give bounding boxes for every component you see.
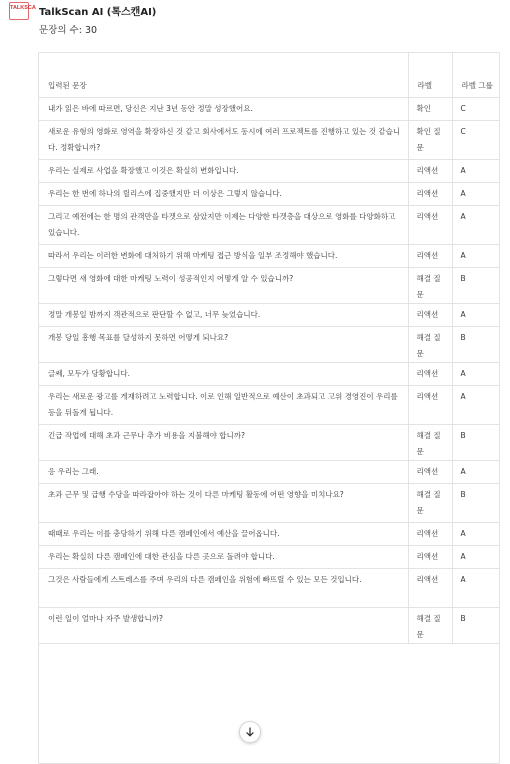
sentence-cell: 그렇다면 새 영화에 대한 마케팅 노력이 성공적인지 어떻게 알 수 있습니까?: [39, 268, 408, 304]
sentence-cell: 긴급 작업에 대해 초과 근무나 추가 비용을 지불해야 합니까?: [39, 425, 408, 461]
label-cell: 해결 질문: [408, 425, 452, 461]
sentence-count: [39, 22, 97, 36]
sentence-cell: 그리고 예전에는 한 명의 관객만을 타겟으로 삼았지만 이제는 다양한 타겟층을 대상으로 영화를 다양화하고 있습니다.: [39, 206, 408, 245]
group-cell: B: [452, 484, 499, 523]
label-cell: 리액션: [408, 245, 452, 268]
sentence-cell: 우리는 새로운 광고를 게재하려고 노력합니다. 이로 인해 일반적으로 예산이 초과되고 고위 경영진이 우리를 등을 뒤돌게 됩니다.: [39, 386, 408, 425]
group-cell: A: [452, 386, 499, 425]
label-cell: 해결 질문: [408, 608, 452, 644]
group-cell: A: [452, 183, 499, 206]
table-body: [39, 98, 499, 644]
sentence-cell: 때때로 우리는 이를 충당하기 위해 다른 캠페인에서 예산을 끌어옵니다.: [39, 523, 408, 546]
table-row: [39, 98, 499, 121]
table-row: [39, 304, 499, 327]
table-row: [39, 523, 499, 546]
app-title: TalkScan AI (톡스캔AI): [39, 7, 157, 18]
sentence-cell: 따라서 우리는 이러한 변화에 대처하기 위해 마케팅 접근 방식을 일부 조정해야 했습니다.: [39, 245, 408, 268]
table-row: [39, 268, 499, 304]
table-header-row: [39, 53, 499, 98]
label-cell: 리액션: [408, 523, 452, 546]
table-row: [39, 160, 499, 183]
group-cell: C: [452, 98, 499, 121]
group-cell: A: [452, 461, 499, 484]
table-row: [39, 245, 499, 268]
table-row: [39, 461, 499, 484]
table-row: [39, 484, 499, 523]
table-row: [39, 206, 499, 245]
label-cell: 리액션: [408, 546, 452, 569]
table-row: [39, 183, 499, 206]
column-header-sentence[interactable]: 입력된 문장: [39, 53, 408, 98]
column-header-group[interactable]: 라벨 그룹: [452, 53, 499, 98]
sentence-cell: 우리는 확실히 다른 캠페인에 대한 관심을 다른 곳으로 돌려야 합니다.: [39, 546, 408, 569]
app-header: [9, 0, 504, 44]
label-cell: 리액션: [408, 160, 452, 183]
column-header-label[interactable]: 라벨: [408, 53, 452, 98]
table-row: [39, 425, 499, 461]
label-cell: 확인: [408, 98, 452, 121]
sentence-cell: 이런 일이 얼마나 자주 발생합니까?: [39, 608, 408, 644]
sentence-table: [39, 53, 499, 644]
sentence-cell: 우리는 한 번에 하나의 릴리스에 집중했지만 더 이상은 그렇지 않습니다.: [39, 183, 408, 206]
group-cell: A: [452, 245, 499, 268]
label-cell: 리액션: [408, 386, 452, 425]
sentence-cell: 우리는 실제로 사업을 확장했고 이것은 확실히 변화입니다.: [39, 160, 408, 183]
group-cell: A: [452, 569, 499, 608]
sentence-cell: 내가 읽은 바에 따르면, 당신은 지난 3년 동안 정말 성장했어요.: [39, 98, 408, 121]
label-cell: 리액션: [408, 363, 452, 386]
group-cell: A: [452, 523, 499, 546]
label-cell: 리액션: [408, 569, 452, 608]
sentence-table-container[interactable]: [38, 52, 500, 764]
table-row: [39, 569, 499, 608]
sentence-count-label: 문장의 수: 30: [39, 25, 98, 36]
table-row: [39, 121, 499, 160]
table-row: [39, 608, 499, 644]
label-cell: 해결 질문: [408, 327, 452, 363]
label-cell: 확인 질문: [408, 121, 452, 160]
label-cell: 해결 질문: [408, 268, 452, 304]
group-cell: C: [452, 121, 499, 160]
group-cell: A: [452, 363, 499, 386]
group-cell: B: [452, 608, 499, 644]
group-cell: B: [452, 268, 499, 304]
label-cell: 해결 질문: [408, 484, 452, 523]
scroll-down-button[interactable]: [239, 721, 261, 743]
label-cell: 리액션: [408, 183, 452, 206]
label-cell: 리액션: [408, 304, 452, 327]
sentence-cell: 초과 근무 및 급행 수당을 따라잡아야 하는 것이 다른 마케팅 활동에 어떤 영향을 미치나요?: [39, 484, 408, 523]
table-row: [39, 386, 499, 425]
group-cell: B: [452, 327, 499, 363]
sentence-cell: 새로운 유형의 영화로 영역을 확장하신 것 같고 회사에서도 동시에 여러 프로젝트를 진행하고 있는 것 같습니다. 정확합니까?: [39, 121, 408, 160]
group-cell: A: [452, 160, 499, 183]
group-cell: B: [452, 425, 499, 461]
sentence-cell: 응 우리는 그래.: [39, 461, 408, 484]
group-cell: A: [452, 304, 499, 327]
sentence-cell: 개봉 당일 흥행 목표를 달성하지 못하면 어떻게 되나요?: [39, 327, 408, 363]
table-row: [39, 546, 499, 569]
table-row: [39, 327, 499, 363]
label-cell: 리액션: [408, 206, 452, 245]
sentence-cell: 정말 개봉일 밤까지 객관적으로 판단할 수 없고, 너무 늦었습니다.: [39, 304, 408, 327]
table-row: [39, 363, 499, 386]
arrow-down-icon: [245, 727, 255, 737]
group-cell: A: [452, 206, 499, 245]
group-cell: A: [452, 546, 499, 569]
sentence-cell: 글쎄, 모두가 당황합니다.: [39, 363, 408, 386]
talkscan-logo: TALKSCA: [9, 2, 29, 20]
sentence-cell: 그것은 사람들에게 스트레스를 주며 우리의 다른 캠페인을 위험에 빠뜨릴 수 있는 모든 것입니다.: [39, 569, 408, 608]
label-cell: 리액션: [408, 461, 452, 484]
